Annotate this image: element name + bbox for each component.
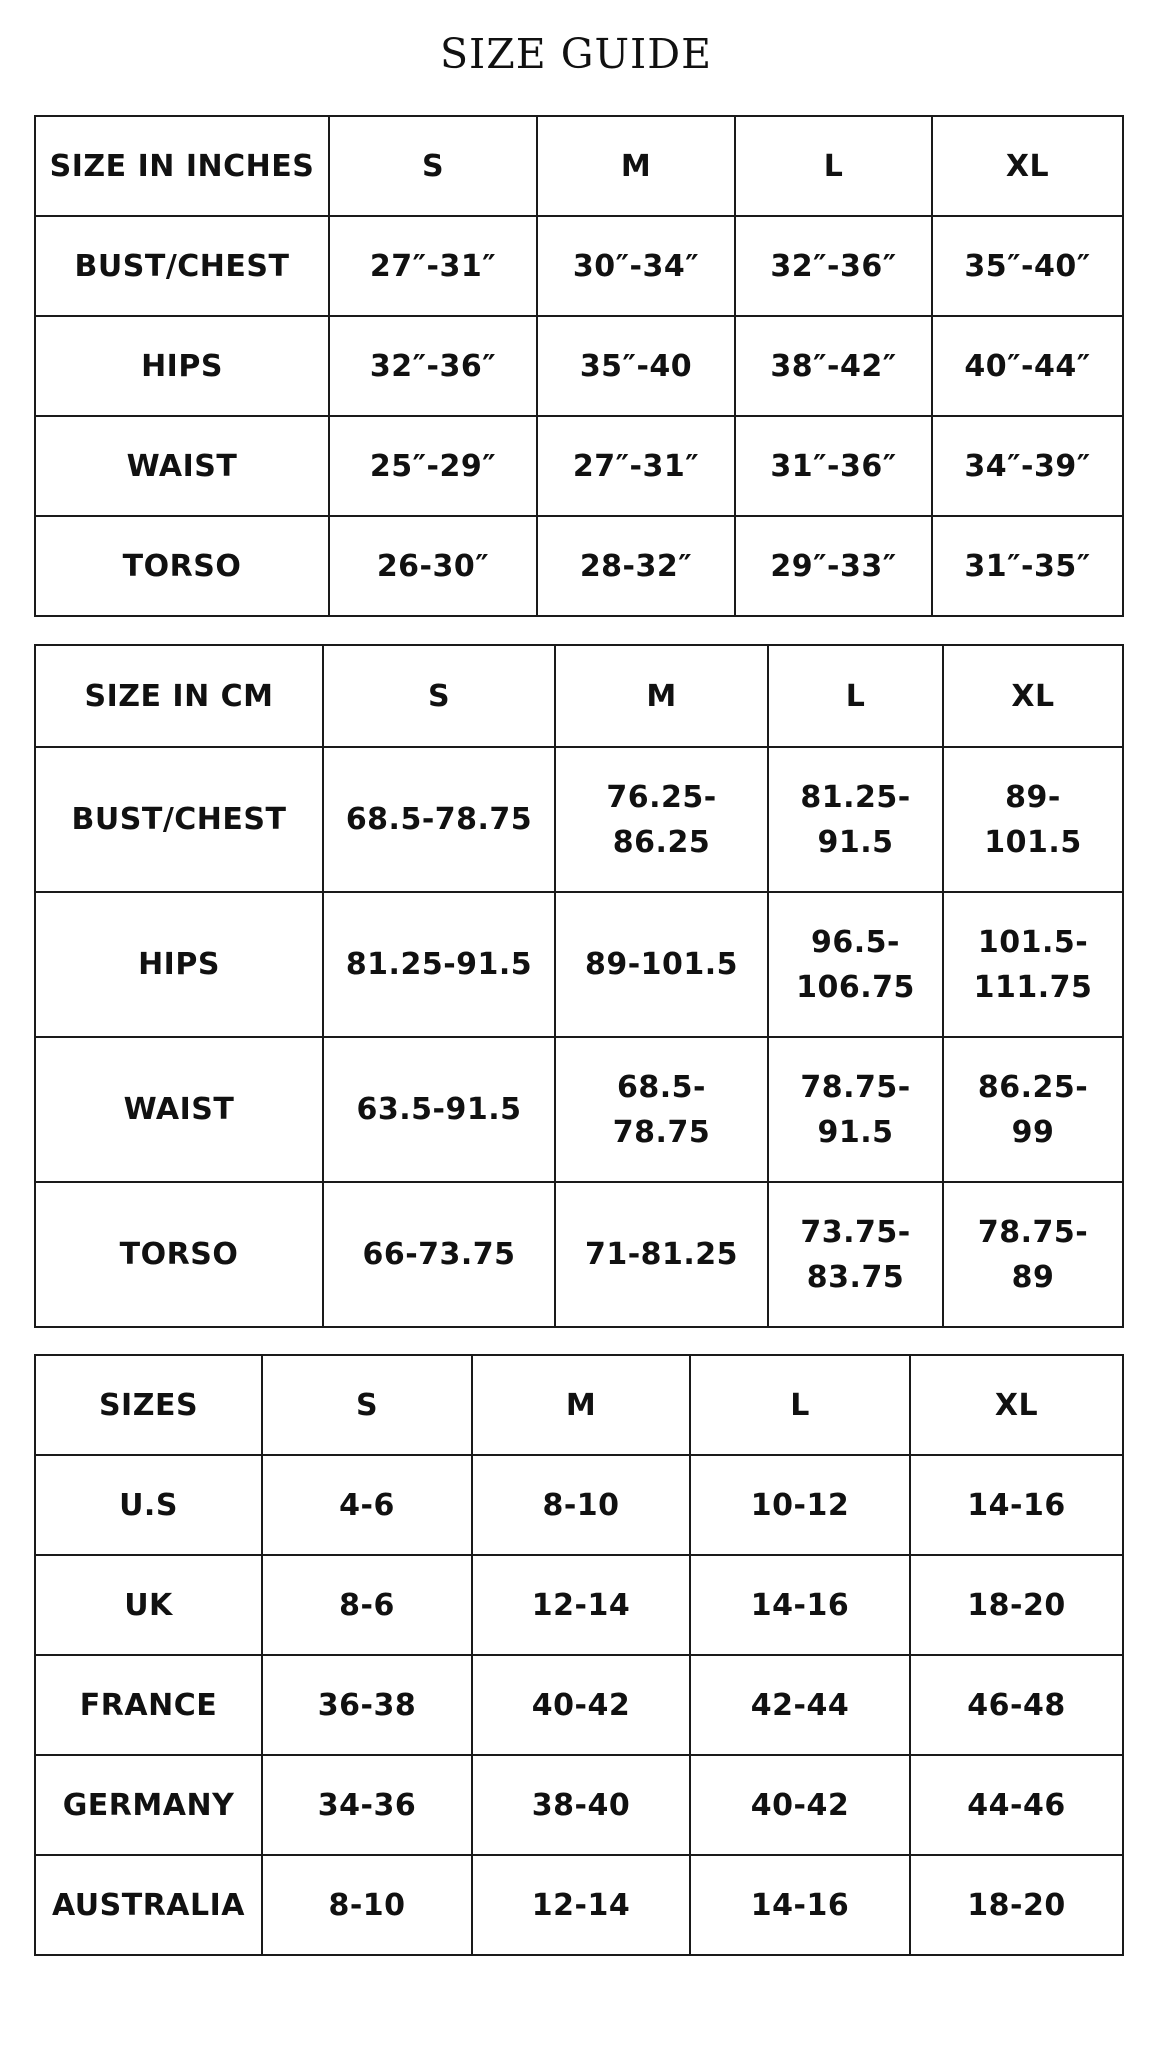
table-cell: 42-44	[690, 1655, 910, 1755]
table-row	[35, 1655, 1123, 1755]
column-header: XL	[910, 1355, 1123, 1455]
row-label: TORSO	[35, 1182, 323, 1327]
table-cell: 29″-33″	[735, 516, 932, 616]
table-row	[35, 416, 1123, 516]
cell-text: 96.5-106.75	[796, 924, 915, 1005]
table-cell: 14-16	[690, 1555, 910, 1655]
table-cell: 89-101.5	[555, 892, 768, 1037]
table-cell: 32″-36″	[735, 216, 932, 316]
row-label: BUST/CHEST	[35, 747, 323, 892]
table-cell: 8-10	[472, 1455, 690, 1555]
row-label: GERMANY	[35, 1755, 262, 1855]
table-cell	[768, 892, 943, 1037]
table-cell: 31″-35″	[932, 516, 1123, 616]
table-cell: 34-36	[262, 1755, 472, 1855]
table-cell: 68.5-78.75	[323, 747, 555, 892]
table-cell: 26-30″	[329, 516, 537, 616]
table-cell: 66-73.75	[323, 1182, 555, 1327]
cell-text: 68.5-78.75	[612, 1069, 711, 1150]
table-row	[35, 1755, 1123, 1855]
column-header: L	[735, 116, 932, 216]
table-cell	[555, 747, 768, 892]
table-cell: 31″-36″	[735, 416, 932, 516]
row-label: AUSTRALIA	[35, 1855, 262, 1955]
column-header: SIZE IN CM	[35, 645, 323, 747]
column-header: SIZE IN INCHES	[35, 116, 329, 216]
table-cell: 40-42	[472, 1655, 690, 1755]
table-cell	[768, 747, 943, 892]
table-cell: 10-12	[690, 1455, 910, 1555]
table-cell: 40-42	[690, 1755, 910, 1855]
row-label: HIPS	[35, 892, 323, 1037]
table-cell	[943, 892, 1123, 1037]
size-table-cm	[34, 644, 1124, 1328]
cell-text: 101.5-111.75	[973, 924, 1093, 1005]
column-header: M	[537, 116, 735, 216]
table-cell: 36-38	[262, 1655, 472, 1755]
table-cell	[768, 1182, 943, 1327]
column-header: S	[262, 1355, 472, 1455]
table-row	[35, 516, 1123, 616]
table-cell: 32″-36″	[329, 316, 537, 416]
table-cell: 4-6	[262, 1455, 472, 1555]
column-header: S	[329, 116, 537, 216]
table-cell: 34″-39″	[932, 416, 1123, 516]
table-cell: 18-20	[910, 1555, 1123, 1655]
column-header: S	[323, 645, 555, 747]
table-cell: 8-6	[262, 1555, 472, 1655]
row-label: FRANCE	[35, 1655, 262, 1755]
table-cell: 27″-31″	[537, 416, 735, 516]
table-cell: 30″-34″	[537, 216, 735, 316]
row-label: WAIST	[35, 416, 329, 516]
table-cell: 46-48	[910, 1655, 1123, 1755]
column-header: M	[555, 645, 768, 747]
table-row	[35, 316, 1123, 416]
table-header-row	[35, 1355, 1123, 1455]
row-label: BUST/CHEST	[35, 216, 329, 316]
column-header: L	[690, 1355, 910, 1455]
table-cell: 14-16	[910, 1455, 1123, 1555]
cell-text: 78.75-89	[977, 1214, 1089, 1295]
table-cell: 35″-40	[537, 316, 735, 416]
column-header: L	[768, 645, 943, 747]
table-cell: 25″-29″	[329, 416, 537, 516]
cell-text: 78.75-91.5	[800, 1069, 911, 1150]
page-title: SIZE GUIDE	[439, 30, 713, 78]
table-cell	[768, 1037, 943, 1182]
column-header: SIZES	[35, 1355, 262, 1455]
table-cell: 35″-40″	[932, 216, 1123, 316]
row-label: TORSO	[35, 516, 329, 616]
row-label: WAIST	[35, 1037, 323, 1182]
table-cell: 63.5-91.5	[323, 1037, 555, 1182]
row-label: UK	[35, 1555, 262, 1655]
table-cell: 8-10	[262, 1855, 472, 1955]
table-cell: 81.25-91.5	[323, 892, 555, 1037]
column-header: M	[472, 1355, 690, 1455]
cell-text: 73.75-83.75	[800, 1214, 911, 1295]
table-row	[35, 892, 1123, 1037]
table-header-row	[35, 645, 1123, 747]
cell-text: 76.25-86.25	[606, 779, 717, 860]
table-cell: 40″-44″	[932, 316, 1123, 416]
table-row	[35, 1182, 1123, 1327]
table-cell	[943, 747, 1123, 892]
cell-text: 86.25-99	[977, 1069, 1089, 1150]
size-table-international	[34, 1354, 1124, 1956]
table-cell	[943, 1182, 1123, 1327]
table-row	[35, 747, 1123, 892]
table-cell: 18-20	[910, 1855, 1123, 1955]
table-cell: 12-14	[472, 1555, 690, 1655]
table-cell: 38″-42″	[735, 316, 932, 416]
table-cell: 28-32″	[537, 516, 735, 616]
table-cell: 71-81.25	[555, 1182, 768, 1327]
table-cell: 27″-31″	[329, 216, 537, 316]
table-header-row	[35, 116, 1123, 216]
table-row	[35, 1037, 1123, 1182]
table-cell: 44-46	[910, 1755, 1123, 1855]
row-label: U.S	[35, 1455, 262, 1555]
table-row	[35, 1555, 1123, 1655]
table-cell	[555, 1037, 768, 1182]
column-header: XL	[932, 116, 1123, 216]
size-table-inches	[34, 115, 1124, 617]
table-cell: 12-14	[472, 1855, 690, 1955]
cell-text: 81.25-91.5	[800, 779, 911, 860]
cell-text: 89-101.5	[984, 779, 1082, 860]
table-cell	[943, 1037, 1123, 1182]
table-cell: 14-16	[690, 1855, 910, 1955]
table-cell: 38-40	[472, 1755, 690, 1855]
table-row	[35, 1455, 1123, 1555]
table-row	[35, 216, 1123, 316]
table-row	[35, 1855, 1123, 1955]
row-label: HIPS	[35, 316, 329, 416]
column-header: XL	[943, 645, 1123, 747]
